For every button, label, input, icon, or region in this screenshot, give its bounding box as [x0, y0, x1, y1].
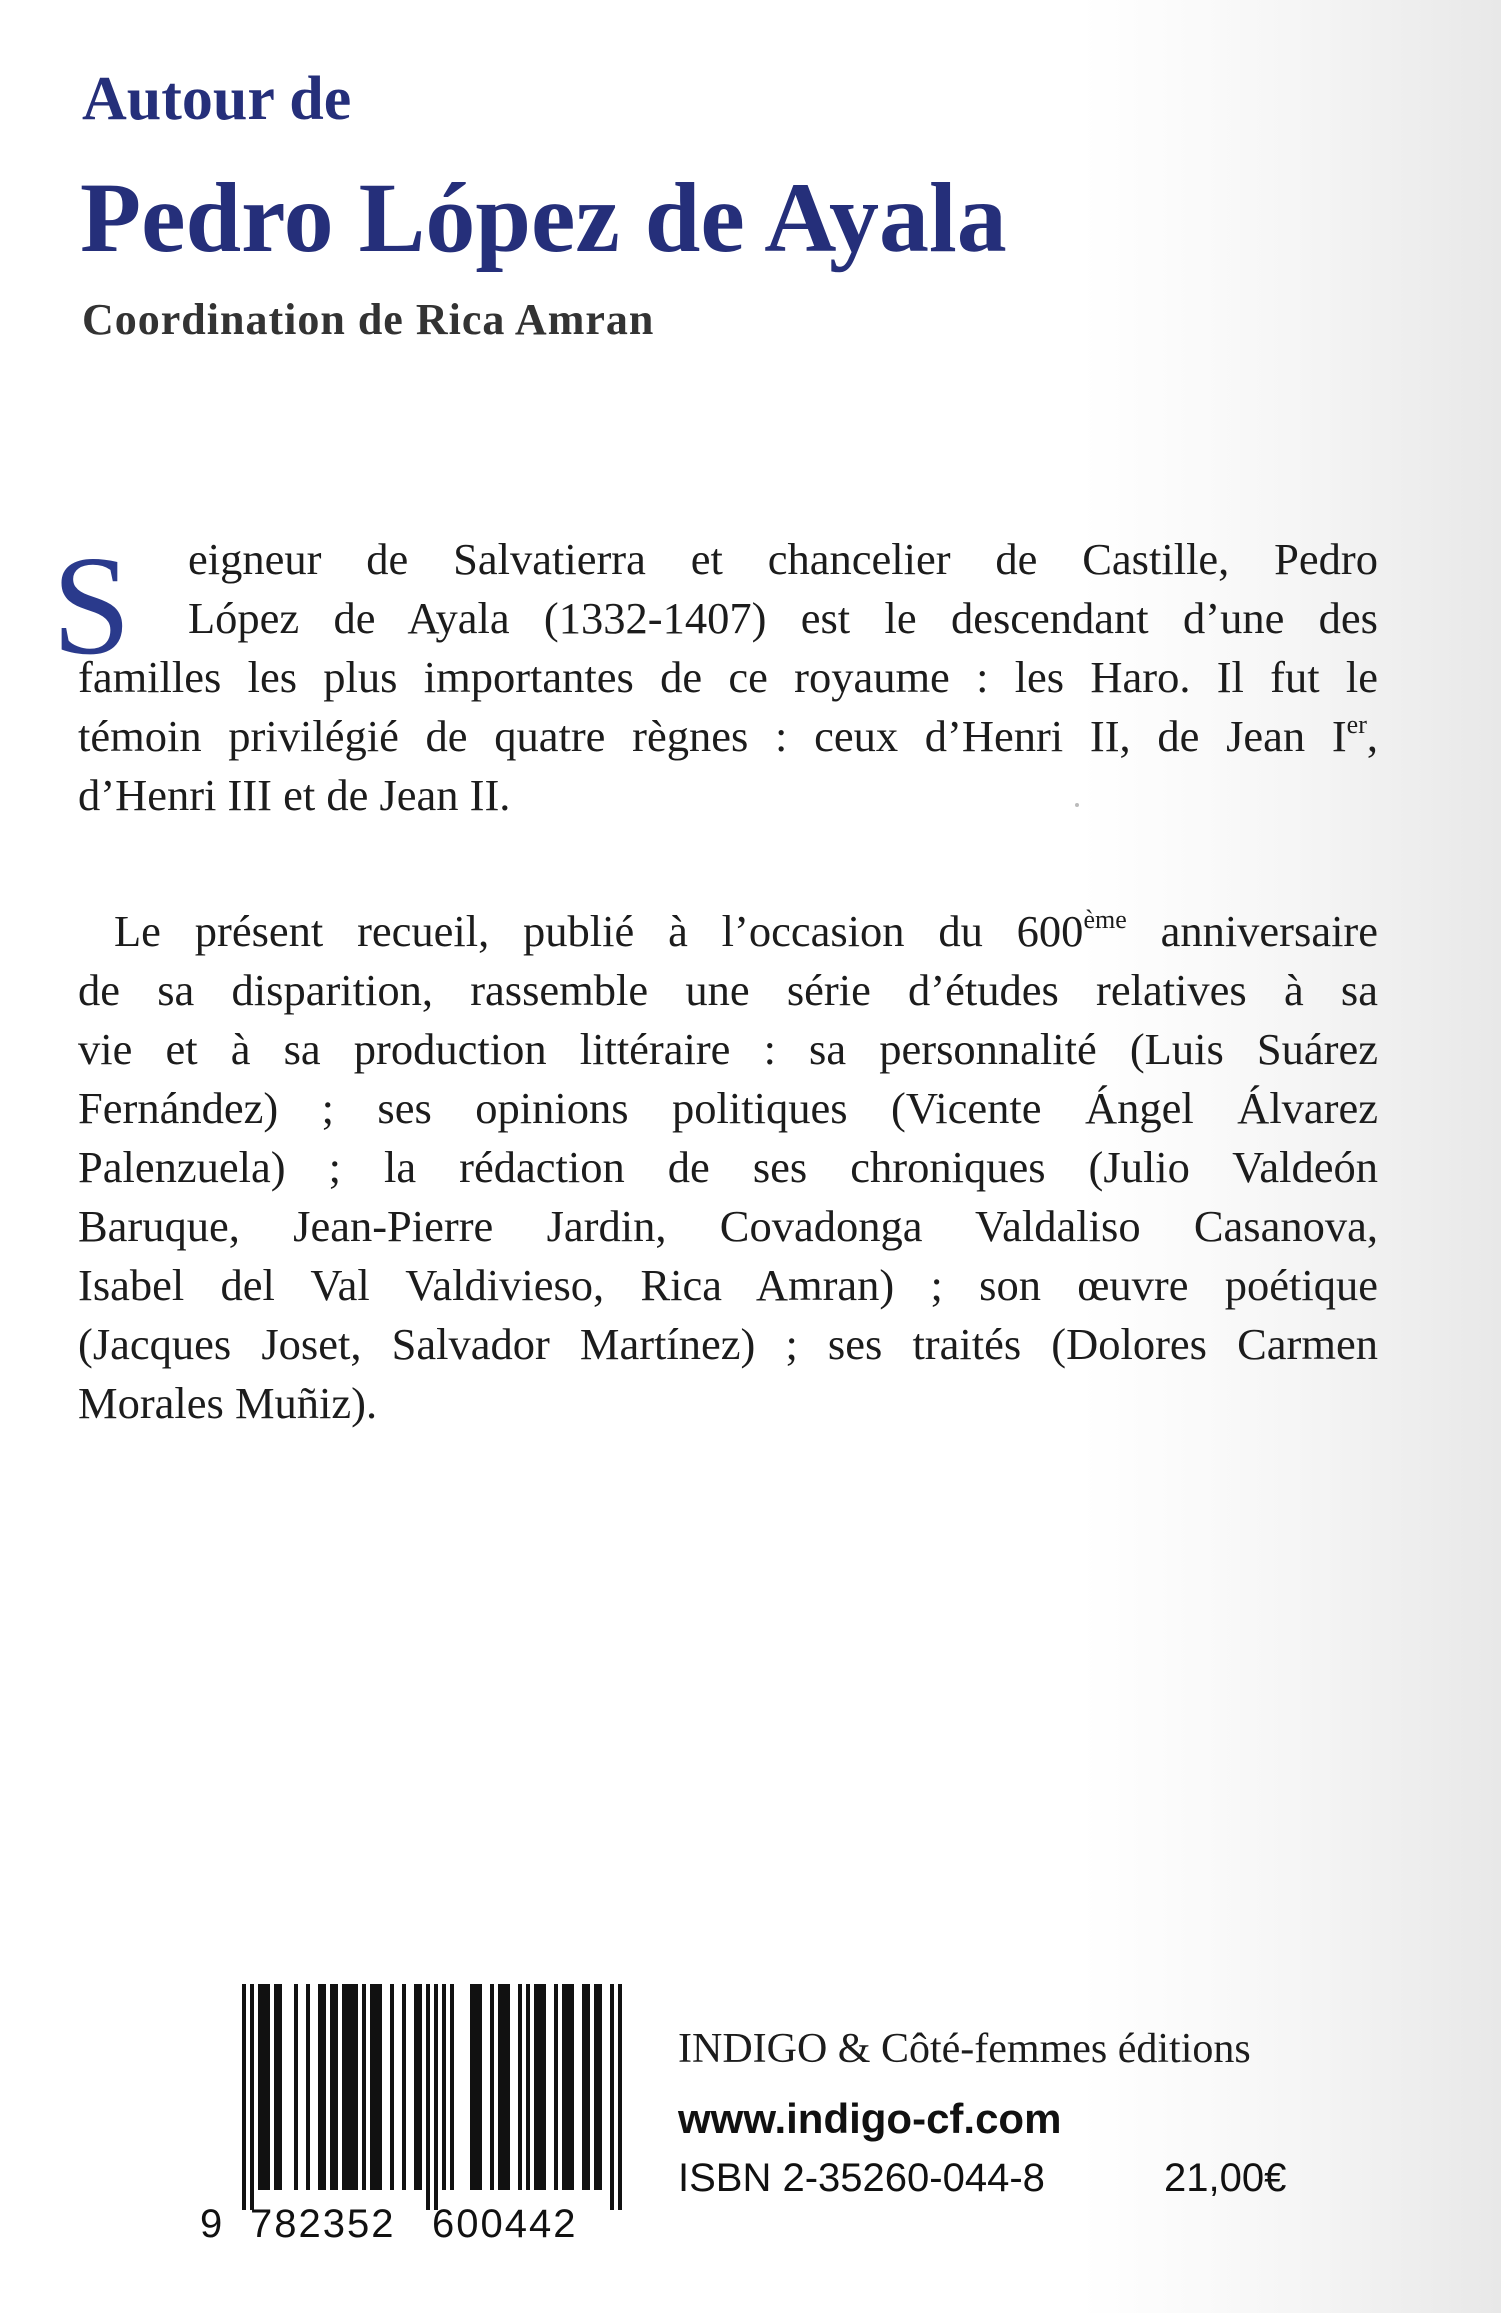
book-title: Pedro López de Ayala	[80, 162, 1007, 273]
barcode-bar	[390, 1984, 394, 2190]
text-line	[78, 707, 1378, 766]
text-line	[78, 902, 1378, 961]
text-segment: anniversaire	[1126, 906, 1379, 956]
barcode-digit-first: 9	[200, 2202, 225, 2246]
barcode-digits-right: 600442	[432, 2202, 578, 2246]
barcode-bar	[506, 1984, 510, 2190]
print-speck	[1075, 803, 1079, 807]
drop-cap: S	[52, 526, 131, 684]
barcode-bar	[318, 1984, 322, 2190]
barcode-digits-left: 782352	[250, 2202, 396, 2246]
barcode-bar	[582, 1984, 586, 2190]
barcode-bar	[542, 1984, 546, 2190]
barcode-bar	[294, 1984, 298, 2190]
barcode-bar	[586, 1984, 590, 2190]
barcode-bar	[570, 1984, 574, 2190]
barcode-bar	[306, 1984, 310, 2190]
barcode-bar	[262, 1984, 266, 2190]
barcode-bar	[274, 1984, 278, 2190]
barcode-bar	[426, 1984, 430, 2210]
barcode-bar	[594, 1984, 598, 2190]
text-line: familles les plus importantes de ce royaume : les Haro. Il fut le	[78, 652, 1378, 702]
text-segment: témoin privilégié de quatre règnes : ceux d’Henri II, de Jean I	[78, 711, 1347, 761]
publisher-name: INDIGO & Côté-femmes éditions	[678, 2026, 1251, 2072]
barcode-bar	[554, 1984, 558, 2190]
text-line: Baruque, Jean-Pierre Jardin, Covadonga Valdaliso Casanova,	[78, 1201, 1378, 1251]
barcode-bar	[526, 1984, 530, 2190]
barcode-bar	[434, 1984, 438, 2210]
barcode-bar	[278, 1984, 282, 2190]
barcode-bar	[418, 1984, 422, 2190]
text-line: de sa disparition, rassemble une série d’études relatives à sa	[78, 965, 1378, 1015]
barcode-bar	[250, 1984, 254, 2210]
barcode-bar	[534, 1984, 538, 2190]
barcode-bar	[266, 1984, 270, 2190]
text-line: Palenzuela) ; la rédaction de ses chroniques (Julio Valdeón	[78, 1142, 1378, 1192]
barcode-bar	[242, 1984, 246, 2210]
barcode-bar	[470, 1984, 474, 2190]
barcode-bar	[258, 1984, 262, 2190]
barcode-bar	[370, 1984, 374, 2190]
barcode-bar	[322, 1984, 326, 2190]
barcode-bar	[478, 1984, 482, 2190]
text-line: López de Ayala (1332-1407) est le descendant d’une des	[188, 593, 1378, 643]
text-line: Fernández) ; ses opinions politiques (Vicente Ángel Álvarez	[78, 1083, 1378, 1133]
barcode-bar	[414, 1984, 418, 2190]
barcode-bars	[232, 1984, 632, 2210]
superscript: er	[1346, 710, 1367, 739]
text-line: (Jacques Joset, Salvador Martínez) ; ses traités (Dolores Carmen	[78, 1319, 1378, 1369]
barcode-bar	[490, 1984, 494, 2190]
summary-paragraph-2	[78, 902, 1378, 1433]
barcode-bar	[562, 1984, 566, 2190]
title-prefix: Autour de	[82, 65, 352, 133]
text-line: Isabel del Val Valdivieso, Rica Amran) ; son œuvre poétique	[78, 1260, 1378, 1310]
barcode-bar	[502, 1984, 506, 2190]
barcode-bar	[610, 1984, 614, 2210]
superscript: ème	[1083, 905, 1127, 934]
barcode-bar	[350, 1984, 354, 2190]
text-line: vie et à sa production littéraire : sa personnalité (Luis Suárez	[78, 1024, 1378, 1074]
barcode-bar	[342, 1984, 346, 2190]
barcode-bar	[618, 1984, 622, 2210]
barcode-bar	[566, 1984, 570, 2190]
publisher-website[interactable]: www.indigo-cf.com	[678, 2095, 1062, 2142]
text-line: d’Henri III et de Jean II.	[78, 770, 511, 820]
barcode-bar	[334, 1984, 338, 2190]
text-segment: Le présent recueil, publié à l’occasion du 600	[114, 906, 1084, 956]
price: 21,00€	[1164, 2156, 1287, 2200]
barcode-bar	[362, 1984, 366, 2190]
barcode-bar	[378, 1984, 382, 2190]
barcode-bar	[598, 1984, 602, 2190]
barcode-bar	[442, 1984, 446, 2190]
text-segment: ,	[1366, 711, 1378, 761]
barcode-bar	[374, 1984, 378, 2190]
summary-paragraph-1	[78, 530, 1378, 825]
coordination-credit: Coordination de Rica Amran	[82, 295, 655, 344]
barcode-bar	[330, 1984, 334, 2190]
barcode-bar	[518, 1984, 522, 2190]
barcode-bar	[354, 1984, 358, 2190]
isbn: ISBN 2-35260-044-8	[678, 2156, 1045, 2200]
text-line: Morales Muñiz).	[78, 1378, 378, 1428]
barcode-bar	[402, 1984, 406, 2190]
barcode-bar	[498, 1984, 502, 2190]
barcode-bar	[538, 1984, 542, 2190]
barcode-bar	[474, 1984, 478, 2190]
barcode-bar	[450, 1984, 454, 2190]
text-line: eigneur de Salvatierra et chancelier de Castille, Pedro	[188, 534, 1378, 584]
barcode-bar	[346, 1984, 350, 2190]
